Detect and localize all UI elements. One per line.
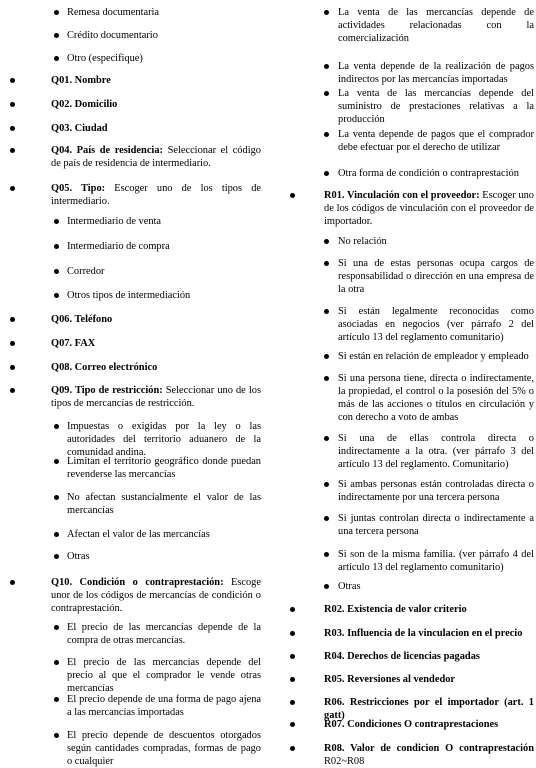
bullet-icon: [290, 193, 295, 198]
field-description: Si están legalmente reconocidas como asociadas en negocios (ver párrafo 2 del artículo 13 del reglamento comunitario): [338, 306, 534, 343]
bullet-icon: [10, 580, 15, 585]
bullet-icon: [290, 722, 295, 727]
field-description: La venta depende de pagos que el comprador debe efectuar por el derecho de utilizar: [338, 129, 534, 153]
bullet-icon: [54, 424, 59, 429]
bullet-icon: [54, 660, 59, 665]
field-label: Q01. Nombre: [51, 75, 111, 86]
bullet-icon: [324, 91, 329, 96]
option-text: [338, 478, 534, 504]
bullet-icon: [54, 269, 59, 274]
field-text: [324, 742, 534, 768]
option-text: [67, 693, 261, 719]
bullet-icon: [54, 219, 59, 224]
option-text: [67, 240, 261, 253]
field-description: Escoge unor de los códigos de mercancías de condición o contraprestación.: [51, 577, 261, 614]
field-description: Remesa documentaria: [67, 7, 160, 18]
field-description: El precio depende de descuentos otorgados según cantidades compradas, formas de pago o cualquier: [67, 730, 261, 767]
bullet-icon: [290, 677, 295, 682]
field-description: No relación: [338, 236, 387, 247]
field-description: Otras: [338, 581, 361, 592]
bullet-icon: [324, 309, 329, 314]
bullet-icon: [54, 697, 59, 702]
bullet-icon: [324, 239, 329, 244]
bullet-icon: [54, 244, 59, 249]
field-description: Seleccionar uno de los tipos de mercancías de restricción.: [51, 385, 261, 409]
field-label: Q03. Ciudad: [51, 123, 108, 134]
option-text: [338, 87, 534, 126]
bullet-icon: [54, 293, 59, 298]
field-description: Crédito documentario: [67, 30, 158, 41]
field-description: Intermediario de venta: [67, 216, 162, 227]
bullet-icon: [10, 148, 15, 153]
option-text: [338, 350, 534, 363]
bullet-icon: [54, 10, 59, 15]
field-text: [324, 627, 534, 640]
option-text: [67, 491, 261, 517]
option-text: [67, 289, 261, 302]
option-text: [67, 729, 261, 768]
bullet-icon: [290, 700, 295, 705]
bullet-icon: [54, 495, 59, 500]
field-description: Otro (especifique): [67, 53, 143, 64]
option-text: [67, 6, 261, 19]
field-description: Seleccionar el código de país de residencia de intermediario.: [51, 145, 261, 169]
option-text: [67, 656, 261, 695]
field-text: [51, 337, 261, 350]
field-description: Si una persona tiene, directa o indirectamente, la propiedad, el control o la posesión del 5% o más de las acciones o títulos en circulación y con derecho a voto de ambas: [338, 373, 534, 423]
bullet-icon: [290, 746, 295, 751]
bullet-icon: [324, 10, 329, 15]
option-text: [67, 455, 261, 481]
field-description: Otros tipos de intermediación: [67, 290, 191, 301]
bullet-icon: [324, 64, 329, 69]
option-text: [338, 305, 534, 344]
field-description: Otra forma de condición o contraprestación: [338, 168, 519, 179]
field-description: No afectan sustancialmente el valor de las mercancías: [67, 492, 261, 516]
option-text: [67, 621, 261, 647]
option-text: [338, 6, 534, 45]
field-description: Otras: [67, 551, 90, 562]
field-text: [51, 384, 261, 410]
field-label: Q07. FAX: [51, 338, 96, 349]
field-label: Q09. Tipo de restricción:: [51, 385, 163, 396]
option-text: [67, 528, 261, 541]
field-label: R07. Condiciones O contraprestaciones: [324, 719, 499, 730]
option-text: [67, 420, 261, 459]
option-text: [338, 372, 534, 424]
bullet-icon: [54, 532, 59, 537]
field-description: Escoger uno de los tipos de intermediario.: [51, 183, 262, 207]
field-description: Si una de ellas controla directa o indirectamente a la otra. (ver párrafo 3 del artículo 13 del reglamento. Comunitario): [338, 433, 534, 470]
bullet-icon: [10, 102, 15, 107]
bullet-icon: [290, 654, 295, 659]
option-text: [67, 29, 261, 42]
bullet-icon: [54, 554, 59, 559]
bullet-icon: [54, 459, 59, 464]
bullet-icon: [10, 341, 15, 346]
bullet-icon: [324, 171, 329, 176]
field-label: Q02. Domicilio: [51, 99, 118, 110]
field-text: [324, 650, 534, 663]
bullet-icon: [10, 388, 15, 393]
field-label: R03. Influencia de la vinculacion en el precio: [324, 628, 523, 639]
field-label: R05. Reversiones al vendedor: [324, 674, 456, 685]
field-label: Q04. País de residencia:: [51, 145, 163, 156]
field-description: La venta de las mercancías depende de actividades relacionadas con la comercialización: [338, 7, 534, 44]
option-text: [338, 580, 534, 593]
field-description: Si juntas controlan directa o indirectamente a una tercera persona: [338, 513, 534, 537]
option-text: [67, 215, 261, 228]
field-label: Q08. Correo electrónico: [51, 362, 158, 373]
field-label: Q05. Tipo:: [51, 183, 106, 194]
field-label: R04. Derechos de licencias pagadas: [324, 651, 480, 662]
bullet-icon: [324, 516, 329, 521]
field-description: La venta depende de la realización de pagos indirectos por las mercancías importadas: [338, 61, 534, 85]
bullet-icon: [290, 607, 295, 612]
option-text: [338, 432, 534, 471]
bullet-icon: [324, 482, 329, 487]
option-text: [338, 60, 534, 86]
field-label: R02. Existencia de valor criterio: [324, 604, 467, 615]
field-text: [51, 98, 261, 111]
field-description: El precio de las mercancías depende del precio al que el comprador le vende otras mercancías: [67, 657, 261, 694]
field-description: Intermediario de compra: [67, 241, 170, 252]
bullet-icon: [10, 317, 15, 322]
field-description: Si son de la misma familia. (ver párrafo 4 del artículo 13 del reglamento comunitario): [338, 549, 534, 573]
field-description: R02~R08: [324, 756, 365, 767]
option-text: [67, 52, 261, 65]
field-label: Q10. Condición o contraprestación:: [51, 577, 224, 588]
field-text: [51, 361, 261, 374]
bullet-icon: [10, 186, 15, 191]
field-text: [51, 313, 261, 326]
field-label: Q06. Teléfono: [51, 314, 113, 325]
field-text: [51, 182, 261, 208]
field-text: [324, 673, 534, 686]
bullet-icon: [324, 354, 329, 359]
field-text: [51, 144, 261, 170]
option-text: [67, 265, 261, 278]
field-text: [324, 603, 534, 616]
field-label: R01. Vinculación con el proveedor:: [324, 190, 480, 201]
bullet-icon: [324, 376, 329, 381]
field-description: Afectan el valor de las mercancías: [67, 529, 210, 540]
field-text: [324, 718, 534, 731]
field-description: La venta de las mercancías depende del suministro de prestaciones relativas a la producción: [338, 88, 534, 125]
field-text: [324, 189, 534, 228]
bullet-icon: [54, 56, 59, 61]
option-text: [338, 257, 534, 296]
field-description: Impuestas o exigidas por la ley o las autoridades del territorio aduanero de la comunidad andina.: [67, 421, 261, 458]
bullet-icon: [324, 584, 329, 589]
bullet-icon: [324, 436, 329, 441]
field-description: Si ambas personas están controladas directa o indirectamente por una tercera persona: [338, 479, 534, 503]
option-text: [338, 128, 534, 154]
field-description: El precio de las mercancías depende de la compra de otras mercancías.: [67, 622, 261, 646]
bullet-icon: [10, 126, 15, 131]
option-text: [338, 235, 534, 248]
bullet-icon: [324, 552, 329, 557]
field-description: El precio depende de una forma de pago ajena a las mercancías importadas: [67, 694, 261, 718]
option-text: [338, 167, 534, 180]
field-description: Corredor: [67, 266, 105, 277]
bullet-icon: [10, 365, 15, 370]
field-description: Escoger uno de los códigos de vinculación con el proveedor de importador.: [324, 190, 534, 227]
option-text: [67, 550, 261, 563]
option-text: [338, 512, 534, 538]
field-text: [51, 576, 261, 615]
bullet-icon: [324, 132, 329, 137]
bullet-icon: [290, 631, 295, 636]
option-text: [338, 548, 534, 574]
field-description: Si están en relación de empleador y empleado: [338, 351, 529, 362]
field-description: Limitan el territorio geográfico donde puedan revenderse las mercancías: [67, 456, 261, 480]
bullet-icon: [10, 78, 15, 83]
field-label: R06. Restricciones por el importador (art. 1 gatt): [324, 697, 534, 721]
bullet-icon: [324, 261, 329, 266]
field-text: [51, 74, 261, 87]
bullet-icon: [54, 33, 59, 38]
field-description: Si una de estas personas ocupa cargos de responsabilidad o dirección en una empresa de la otra: [338, 258, 534, 295]
bullet-icon: [54, 625, 59, 630]
bullet-icon: [54, 733, 59, 738]
field-label: R08. Valor de condicion O contraprestación: [324, 743, 534, 754]
field-text: [51, 122, 261, 135]
